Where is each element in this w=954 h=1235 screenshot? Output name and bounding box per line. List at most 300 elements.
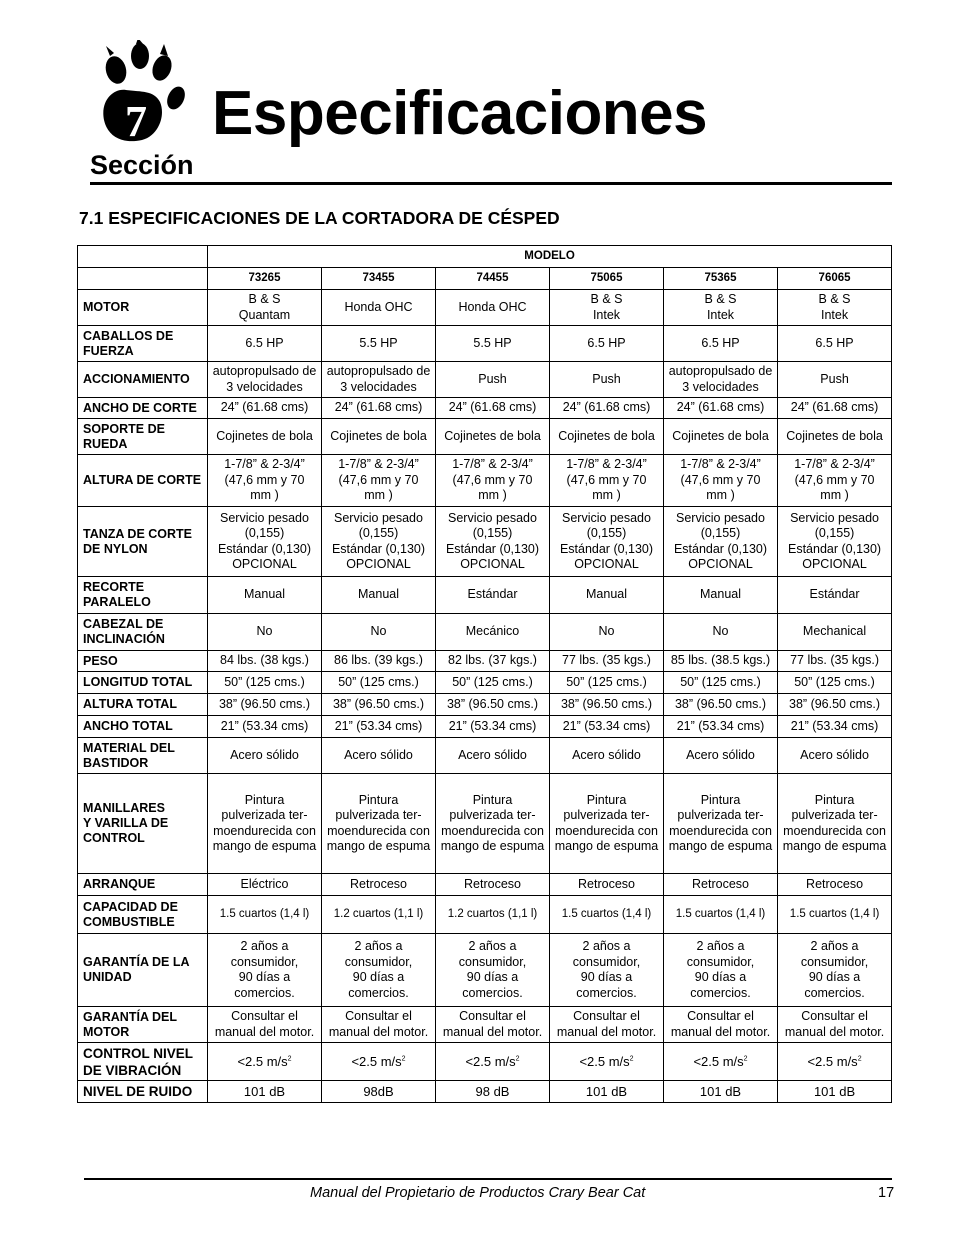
cell-value: Consultar el manual del motor. xyxy=(328,1009,429,1039)
cell-value: 101 dB xyxy=(243,1083,286,1099)
cell-value: 85 lbs. (38.5 kgs.) xyxy=(670,653,771,668)
table-cell xyxy=(436,455,550,507)
cell-value: 101 dB xyxy=(813,1083,856,1099)
table-cell xyxy=(664,651,778,672)
cell-value: autopropulsado de 3 velocidades xyxy=(326,364,431,394)
table-cell xyxy=(664,694,778,716)
table-cell xyxy=(778,326,892,362)
header-divider xyxy=(90,182,892,185)
table-cell xyxy=(550,326,664,362)
table-cell xyxy=(436,507,550,577)
table-cell xyxy=(550,1043,664,1081)
cell-value: Eléctrico xyxy=(240,876,289,891)
table-cell xyxy=(778,455,892,507)
cell-value: 2 años a consumidor, 90 días a comercios. xyxy=(800,939,869,1000)
cell-value: autopropulsado de 3 velocidades xyxy=(668,364,773,394)
table-cell xyxy=(208,455,322,507)
row-label xyxy=(78,1007,208,1043)
table-cell xyxy=(208,1007,322,1043)
row-label xyxy=(78,874,208,896)
cell-value: Cojinetes de bola xyxy=(330,428,427,443)
cell-value: Acero sólido xyxy=(458,747,527,762)
table-cell xyxy=(322,290,436,326)
cell-value: No xyxy=(598,624,615,639)
model-number: 73455 xyxy=(322,268,436,290)
table-cell xyxy=(778,507,892,577)
cell-value: 38” (96.50 cms.) xyxy=(789,696,881,711)
table-cell xyxy=(778,672,892,694)
table-cell xyxy=(664,290,778,326)
cell-value: <2.5 m/s xyxy=(579,1053,630,1069)
cell-value: 38” (96.50 cms.) xyxy=(218,696,310,711)
table-cell xyxy=(778,362,892,398)
table-cell xyxy=(322,1081,436,1103)
cell-value: 50” (125 cms.) xyxy=(338,674,419,689)
cell-value: 24” (61.68 cms) xyxy=(676,400,765,415)
table-cell xyxy=(664,874,778,896)
cell-value: Push xyxy=(820,371,849,386)
table-row xyxy=(78,577,892,614)
cell-value: 1-7/8” & 2-3/4” (47,6 mm y 70 mm ) xyxy=(794,457,875,503)
table-cell xyxy=(550,874,664,896)
cell-value: Servicio pesado (0,155) Estándar (0,130) OPCIONAL xyxy=(559,510,654,571)
cell-value: Acero sólido xyxy=(230,747,299,762)
table-cell xyxy=(208,874,322,896)
cell-value: 21” (53.34 cms) xyxy=(790,718,879,733)
cell-value: Retroceso xyxy=(578,876,635,891)
table-group-header-row xyxy=(78,246,892,268)
cell-value: 6.5 HP xyxy=(587,335,626,350)
cell-value: Retroceso xyxy=(350,876,407,891)
cell-value: 6.5 HP xyxy=(815,335,854,350)
row-label xyxy=(78,507,208,577)
table-cell xyxy=(436,290,550,326)
table-cell xyxy=(664,362,778,398)
table-cell xyxy=(322,326,436,362)
cell-value: 21” (53.34 cms) xyxy=(334,718,423,733)
section-number: 7 xyxy=(125,97,147,146)
row-label-text: CABALLOS DE FUERZA xyxy=(83,328,174,358)
table-cell xyxy=(208,1043,322,1081)
cell-value: 6.5 HP xyxy=(701,335,740,350)
table-cell xyxy=(550,455,664,507)
table-cell xyxy=(664,326,778,362)
table-cell xyxy=(436,577,550,614)
table-row xyxy=(78,716,892,738)
table-cell xyxy=(778,1081,892,1103)
table-cell xyxy=(322,1043,436,1081)
row-label-text: ANCHO DE CORTE xyxy=(83,400,197,415)
cell-value: Acero sólido xyxy=(572,747,641,762)
cell-value: No xyxy=(370,624,387,639)
table-cell xyxy=(550,896,664,934)
table-cell xyxy=(778,896,892,934)
table-cell xyxy=(322,577,436,614)
table-cell xyxy=(778,874,892,896)
table-row xyxy=(78,1007,892,1043)
cell-value: Push xyxy=(592,371,621,386)
cell-value: 38” (96.50 cms.) xyxy=(674,696,766,711)
cell-value: Acero sólido xyxy=(686,747,755,762)
table-row xyxy=(78,326,892,362)
table-cell xyxy=(436,672,550,694)
cell-value: 50” (125 cms.) xyxy=(794,674,875,689)
cell-value: No xyxy=(256,624,273,639)
cell-value: 1-7/8” & 2-3/4” (47,6 mm y 70 mm ) xyxy=(566,457,647,503)
cell-value: 21” (53.34 cms) xyxy=(448,718,537,733)
row-label-text: CABEZAL DE INCLINACIÓN xyxy=(83,617,165,646)
cell-value: Mechanical xyxy=(802,624,867,639)
table-cell xyxy=(664,1081,778,1103)
table-cell xyxy=(664,577,778,614)
cell-value: <2.5 m/s xyxy=(693,1053,744,1069)
table-row xyxy=(78,614,892,651)
table-cell xyxy=(664,716,778,738)
table-cell xyxy=(778,1043,892,1081)
table-cell xyxy=(778,419,892,455)
table-cell xyxy=(778,774,892,874)
table-cell xyxy=(550,934,664,1007)
cell-value: <2.5 m/s xyxy=(807,1053,858,1069)
row-label-text: LONGITUD TOTAL xyxy=(83,675,193,689)
table-cell xyxy=(778,1007,892,1043)
row-label-text: CAPACIDAD DE COMBUSTIBLE xyxy=(83,899,178,929)
table-cell xyxy=(664,1043,778,1081)
table-cell xyxy=(322,362,436,398)
cell-value: Cojinetes de bola xyxy=(672,428,769,443)
cell-value: Pintura pulverizada ter- moendurecida con mango de espuma xyxy=(212,792,317,853)
cell-value: Servicio pesado (0,155) Estándar (0,130) OPCIONAL xyxy=(673,510,768,571)
model-number: 74455 xyxy=(436,268,550,290)
table-cell xyxy=(664,507,778,577)
row-label xyxy=(78,672,208,694)
cell-value: Pintura pulverizada ter- moendurecida con mango de espuma xyxy=(554,792,659,853)
cell-value: 2 años a consumidor, 90 días a comercios. xyxy=(686,939,755,1000)
cell-value: Acero sólido xyxy=(800,747,869,762)
row-label xyxy=(78,1043,208,1081)
unit-superscript: 2 xyxy=(515,1055,520,1063)
table-row xyxy=(78,694,892,716)
cell-value: B & S Intek xyxy=(818,292,851,322)
specifications-table xyxy=(77,245,892,1103)
row-label xyxy=(78,419,208,455)
cell-value: Acero sólido xyxy=(344,747,413,762)
table-cell xyxy=(436,651,550,672)
table-cell xyxy=(208,672,322,694)
row-label xyxy=(78,290,208,326)
table-cell xyxy=(208,934,322,1007)
table-cell xyxy=(550,1081,664,1103)
table-cell xyxy=(436,774,550,874)
cell-value: Retroceso xyxy=(806,876,864,891)
model-number: 73265 xyxy=(208,268,322,290)
table-cell xyxy=(778,651,892,672)
table-row xyxy=(78,672,892,694)
row-label xyxy=(78,1081,208,1103)
row-label-text: ALTURA DE CORTE xyxy=(83,473,202,487)
table-cell xyxy=(778,398,892,419)
table-cell xyxy=(664,614,778,651)
table-cell xyxy=(208,577,322,614)
table-cell xyxy=(208,694,322,716)
table-cell xyxy=(550,651,664,672)
cell-value: 5.5 HP xyxy=(473,335,512,350)
cell-value: Manual xyxy=(700,587,741,602)
cell-value: Pintura pulverizada ter- moendurecida con mango de espuma xyxy=(668,792,773,853)
row-label-text: ARRANQUE xyxy=(83,877,156,891)
table-cell xyxy=(550,774,664,874)
table-cell xyxy=(322,1007,436,1043)
table-cell xyxy=(208,362,322,398)
row-label-text: MATERIAL DEL BASTIDOR xyxy=(83,740,175,770)
table-cell xyxy=(550,507,664,577)
row-label xyxy=(78,326,208,362)
cell-value: <2.5 m/s xyxy=(465,1053,516,1069)
cell-value: 21” (53.34 cms) xyxy=(676,718,765,733)
table-row xyxy=(78,455,892,507)
table-cell xyxy=(322,651,436,672)
table-cell xyxy=(436,1081,550,1103)
cell-value: 21” (53.34 cms) xyxy=(220,718,309,733)
cell-value: 1.5 cuartos (1,4 l) xyxy=(789,907,880,920)
row-label xyxy=(78,694,208,716)
table-row xyxy=(78,1081,892,1103)
row-label xyxy=(78,651,208,672)
table-cell xyxy=(664,419,778,455)
cell-value: 86 lbs. (39 kgs.) xyxy=(334,653,423,668)
cell-value: 50” (125 cms.) xyxy=(224,674,305,689)
table-cell xyxy=(436,326,550,362)
footer-text: Manual del Propietario de Productos Crary Bear Cat xyxy=(310,1185,646,1201)
cell-value: Manual xyxy=(244,587,285,602)
cell-value: Servicio pesado (0,155) Estándar (0,130) OPCIONAL xyxy=(787,510,882,571)
cell-value: 1.5 cuartos (1,4 l) xyxy=(219,907,310,920)
table-row xyxy=(78,507,892,577)
table-cell xyxy=(322,455,436,507)
table-row xyxy=(78,874,892,896)
table-cell xyxy=(664,774,778,874)
table-cell xyxy=(436,1007,550,1043)
cell-value: Manual xyxy=(586,587,627,602)
table-cell xyxy=(550,672,664,694)
cell-value: Consultar el manual del motor. xyxy=(784,1009,885,1039)
cell-value: Manual xyxy=(358,587,399,602)
row-label-text: SOPORTE DE RUEDA xyxy=(83,421,165,451)
table-cell xyxy=(778,738,892,774)
table-cell xyxy=(550,362,664,398)
cell-value: 38” (96.50 cms.) xyxy=(446,696,538,711)
cell-value: Servicio pesado (0,155) Estándar (0,130) OPCIONAL xyxy=(331,510,426,571)
table-cell xyxy=(322,896,436,934)
row-label xyxy=(78,362,208,398)
cell-value: 1-7/8” & 2-3/4” (47,6 mm y 70 mm ) xyxy=(338,457,419,503)
unit-superscript: 2 xyxy=(401,1055,406,1063)
cell-value: Pintura pulverizada ter- moendurecida con mango de espuma xyxy=(326,792,431,853)
cell-value: 24” (61.68 cms) xyxy=(562,400,651,415)
table-cell xyxy=(436,419,550,455)
unit-superscript: 2 xyxy=(629,1055,634,1063)
table-cell xyxy=(664,896,778,934)
cell-value: 24” (61.68 cms) xyxy=(790,400,879,415)
cell-value: 50” (125 cms.) xyxy=(452,674,533,689)
cell-value: Honda OHC xyxy=(458,299,527,314)
cell-value: B & S Intek xyxy=(704,292,737,322)
table-model-row xyxy=(78,268,892,290)
row-label xyxy=(78,934,208,1007)
cell-value: 101 dB xyxy=(699,1083,742,1099)
table-cell xyxy=(664,738,778,774)
table-row xyxy=(78,934,892,1007)
table-cell xyxy=(778,577,892,614)
subsection-title: 7.1 ESPECIFICACIONES DE LA CORTADORA DE CÉSPED xyxy=(79,208,560,228)
table-cell xyxy=(208,1081,322,1103)
cell-value: Estándar xyxy=(467,587,518,602)
table-cell xyxy=(208,896,322,934)
row-label-text: MANILLARES Y VARILLA DE CONTROL xyxy=(83,801,169,845)
cell-value: Mecánico xyxy=(465,624,520,639)
cell-value: autopropulsado de 3 velocidades xyxy=(212,364,317,394)
cell-value: 50” (125 cms.) xyxy=(680,674,761,689)
table-cell xyxy=(664,672,778,694)
cell-value: Cojinetes de bola xyxy=(558,428,655,443)
specifications-table-body xyxy=(78,246,892,1103)
cell-value: 98 dB xyxy=(475,1083,510,1099)
cell-value: 38” (96.50 cms.) xyxy=(560,696,652,711)
table-cell xyxy=(436,614,550,651)
row-label-text: MOTOR xyxy=(83,300,130,314)
cell-value: 38” (96.50 cms.) xyxy=(332,696,424,711)
table-cell xyxy=(550,577,664,614)
cell-value: Retroceso xyxy=(464,876,521,891)
table-cell xyxy=(436,896,550,934)
section-label: Sección xyxy=(90,150,194,180)
unit-superscript: 2 xyxy=(287,1055,292,1063)
table-cell xyxy=(550,738,664,774)
cell-value: 84 lbs. (38 kgs.) xyxy=(220,653,309,668)
table-cell xyxy=(208,716,322,738)
header-empty-cell xyxy=(78,246,208,268)
row-label-text: PESO xyxy=(83,653,118,668)
model-number: 75365 xyxy=(664,268,778,290)
table-cell xyxy=(550,290,664,326)
row-label xyxy=(78,738,208,774)
table-cell xyxy=(550,694,664,716)
cell-value: Estándar xyxy=(809,587,860,602)
cell-value: 6.5 HP xyxy=(245,335,284,350)
table-cell xyxy=(550,716,664,738)
row-label-text: NIVEL DE RUIDO xyxy=(83,1084,193,1099)
table-cell xyxy=(436,694,550,716)
row-label-text: ACCIONAMIENTO xyxy=(83,372,190,386)
row-label-text: ANCHO TOTAL xyxy=(83,719,173,733)
row-label xyxy=(78,398,208,419)
cell-value: Servicio pesado (0,155) Estándar (0,130) OPCIONAL xyxy=(445,510,540,571)
cell-value: 1.5 cuartos (1,4 l) xyxy=(675,907,766,920)
table-row xyxy=(78,362,892,398)
cell-value: 5.5 HP xyxy=(359,335,398,350)
table-cell xyxy=(322,694,436,716)
table-cell xyxy=(322,419,436,455)
table-cell xyxy=(322,672,436,694)
table-cell xyxy=(322,874,436,896)
cell-value: 1-7/8” & 2-3/4” (47,6 mm y 70 mm ) xyxy=(680,457,761,503)
cell-value: 2 años a consumidor, 90 días a comercios. xyxy=(344,939,413,1000)
table-cell xyxy=(436,362,550,398)
table-row xyxy=(78,290,892,326)
table-cell xyxy=(208,651,322,672)
cell-value: Consultar el manual del motor. xyxy=(556,1009,657,1039)
table-cell xyxy=(208,774,322,874)
cell-value: Consultar el manual del motor. xyxy=(442,1009,543,1039)
page-number: 17 xyxy=(878,1185,895,1201)
cell-value: 1-7/8” & 2-3/4” (47,6 mm y 70 mm ) xyxy=(452,457,533,503)
row-label-text: GARANTÍA DEL MOTOR xyxy=(83,1009,177,1039)
table-cell xyxy=(208,738,322,774)
cell-value: 1-7/8” & 2-3/4” (47,6 mm y 70 mm ) xyxy=(224,457,305,503)
table-cell xyxy=(436,398,550,419)
cell-value: No xyxy=(712,624,729,639)
table-row xyxy=(78,774,892,874)
table-cell xyxy=(322,507,436,577)
table-cell xyxy=(436,738,550,774)
cell-value: 50” (125 cms.) xyxy=(566,674,647,689)
cell-value: <2.5 m/s xyxy=(351,1053,402,1069)
cell-value: B & S Intek xyxy=(590,292,623,322)
cell-value: 98dB xyxy=(363,1083,394,1099)
row-label-text: RECORTE PARALELO xyxy=(83,580,151,609)
cell-value: 2 años a consumidor, 90 días a comercios. xyxy=(230,939,299,1000)
table-cell xyxy=(550,419,664,455)
row-label xyxy=(78,716,208,738)
cell-value: 24” (61.68 cms) xyxy=(448,400,537,415)
table-cell xyxy=(664,934,778,1007)
table-cell xyxy=(208,614,322,651)
table-cell xyxy=(664,398,778,419)
cell-value: 1.5 cuartos (1,4 l) xyxy=(561,907,652,920)
table-cell xyxy=(322,398,436,419)
row-label xyxy=(78,614,208,651)
table-row xyxy=(78,896,892,934)
cell-value: Cojinetes de bola xyxy=(444,428,541,443)
cell-value: 2 años a consumidor, 90 días a comercios. xyxy=(572,939,641,1000)
cell-value: B & S Quantam xyxy=(238,292,291,322)
table-cell xyxy=(208,507,322,577)
row-label-text: ALTURA TOTAL xyxy=(83,697,177,711)
cell-value: 1.2 cuartos (1,1 l) xyxy=(447,907,538,920)
cell-value: Consultar el manual del motor. xyxy=(670,1009,771,1039)
table-cell xyxy=(778,934,892,1007)
cell-value: Pintura pulverizada ter- moendurecida con mango de espuma xyxy=(440,792,545,853)
cell-value: 2 años a consumidor, 90 días a comercios. xyxy=(458,939,527,1000)
table-row xyxy=(78,651,892,672)
table-cell xyxy=(322,614,436,651)
cell-value: Cojinetes de bola xyxy=(786,428,883,443)
cell-value: Consultar el manual del motor. xyxy=(214,1009,315,1039)
table-cell xyxy=(208,290,322,326)
footer-divider xyxy=(84,1178,892,1180)
table-cell xyxy=(208,419,322,455)
unit-superscript: 2 xyxy=(743,1055,748,1063)
cell-value: 82 lbs. (37 kgs.) xyxy=(448,653,537,668)
table-cell xyxy=(322,934,436,1007)
table-cell xyxy=(322,716,436,738)
cell-value: Servicio pesado (0,155) Estándar (0,130) OPCIONAL xyxy=(217,510,312,571)
row-label xyxy=(78,774,208,874)
page-title: Especificaciones xyxy=(212,79,708,148)
table-cell xyxy=(208,398,322,419)
model-empty-cell xyxy=(78,268,208,290)
row-label xyxy=(78,896,208,934)
